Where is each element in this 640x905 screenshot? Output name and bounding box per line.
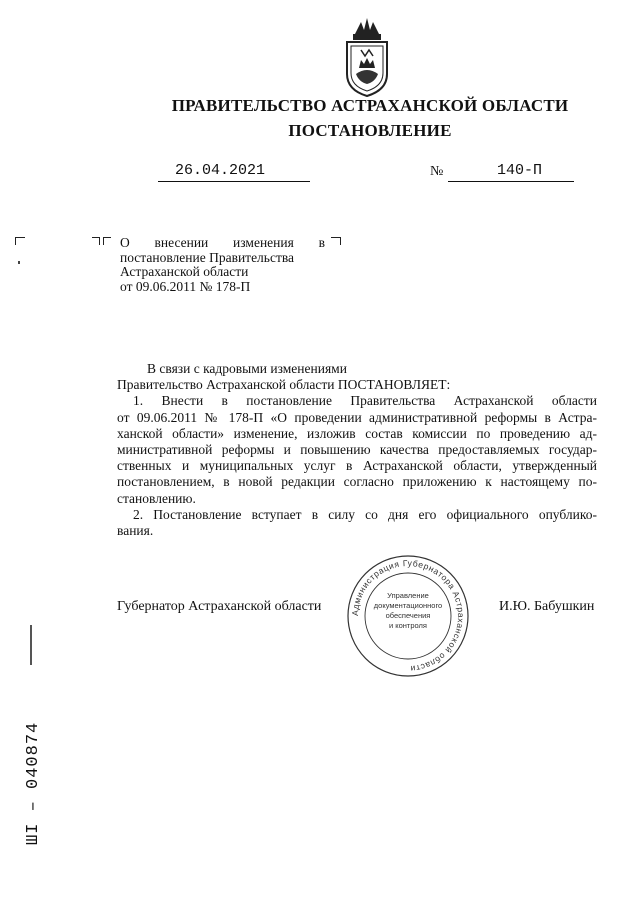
body-line: постановлением, в новой редакции согласно приложению к настоящему по-: [117, 474, 597, 490]
margin-tick-mark: [18, 261, 20, 264]
body-line: вания.: [117, 523, 154, 539]
body-line: Правительство Астраханской области ПОСТАНОВЛЯЕТ:: [117, 377, 451, 393]
number-sign: №: [430, 164, 444, 179]
margin-corner-mark: [15, 237, 25, 245]
body-line: 1. Внести в постановление Правительства Астраханской области: [133, 393, 597, 409]
number-underline: [448, 181, 574, 182]
document-type: ПОСТАНОВЛЕНИЕ: [288, 121, 452, 140]
signer-name: И.Ю. Бабушкин: [499, 599, 595, 614]
subject-line: О внесении изменения в: [120, 235, 325, 250]
signer-title: Губернатор Астраханской области: [117, 599, 322, 614]
subject-line: от 09.06.2011 № 178-П: [120, 278, 251, 294]
subject-corner-mark-left-inner: [103, 237, 111, 245]
document-number: 140-П: [497, 162, 543, 179]
svg-text:Администрация Губернатора Астр: Администрация Губернатора Астраханской области: [349, 557, 467, 675]
body-line: от 09.06.2011 № 178-П «О проведении административной реформы в Астра-: [117, 409, 597, 425]
subject-corner-mark-left: [92, 237, 100, 245]
subject-line: Астраханской области: [120, 264, 249, 279]
svg-text:обеспечения: обеспечения: [385, 611, 431, 620]
body-line: ханской области» изменение, изложив состав комиссии по проведению ад-: [117, 425, 597, 441]
svg-text:документационного: документационного: [373, 601, 443, 610]
subject-corner-mark-right: [331, 237, 341, 245]
body-line: 2. Постановление вступает в силу со дня его официального опублико-: [133, 506, 597, 522]
organization-name: ПРАВИТЕЛЬСТВО АСТРАХАНСКОЙ ОБЛАСТИ: [171, 96, 569, 115]
coat-of-arms-emblem: [339, 16, 395, 98]
document-date: 26.04.2021: [175, 162, 266, 179]
document-body: [117, 361, 597, 539]
body-line: ственных и муниципальных услуг в Астраханской области, утвержденный: [117, 458, 597, 474]
svg-text:и контроля: и контроля: [388, 621, 428, 630]
body-line: становлению.: [117, 490, 196, 506]
official-stamp: [346, 554, 470, 678]
body-line: министративной реформы и повышению качества предоставляемых государ-: [117, 442, 597, 458]
body-line: В связи с кадровыми изменениями: [147, 361, 347, 376]
subject-line: постановление Правительства: [120, 249, 295, 265]
document-subject: [120, 236, 325, 294]
form-serial-number: ШI – 040874: [24, 721, 43, 845]
margin-bar-mark: [30, 625, 32, 665]
date-underline: [158, 181, 310, 182]
svg-text:Управление: Управление: [387, 591, 429, 600]
